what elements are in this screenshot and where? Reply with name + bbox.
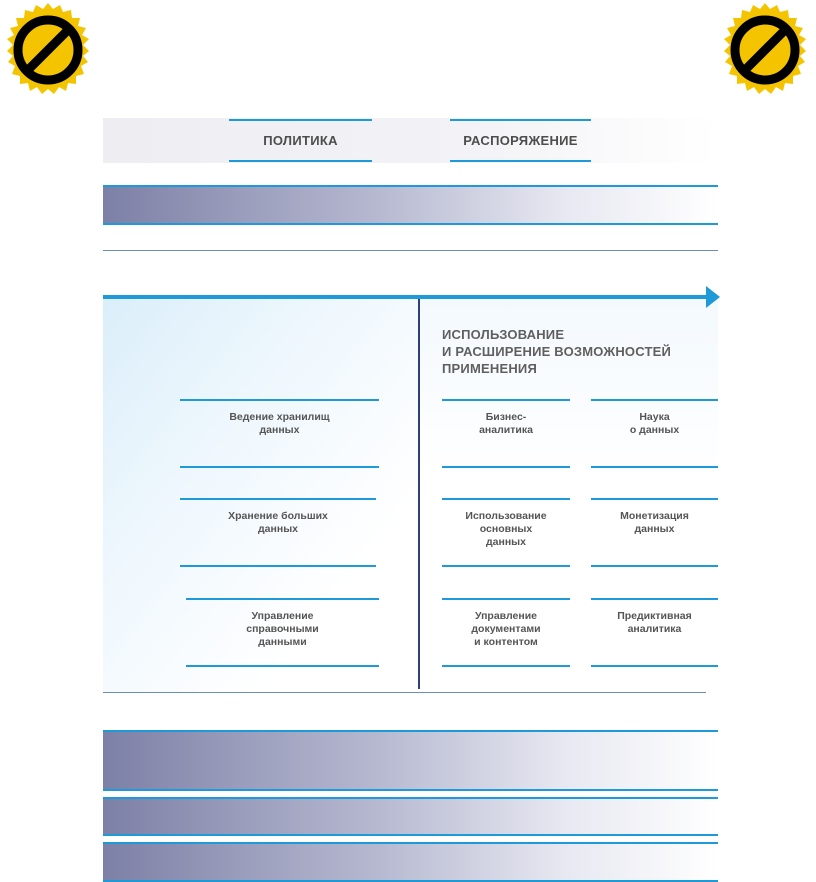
arrow-head-icon [706,286,720,308]
section-title: ИСПОЛЬЗОВАНИЕ И РАСШИРЕНИЕ ВОЗМОЖНОСТЕЙ ПРИМЕНЕНИЯ [442,327,672,376]
box-predictive-analytics: Предиктивная аналитика [591,598,718,667]
header-strip [103,118,718,163]
box-data-monetization: Монетизация данных [591,498,718,567]
gradient-band-bottom-3 [103,842,718,882]
gradient-band-top [103,185,718,225]
prohibited-sign-icon [717,2,813,98]
box-business-analytics: Бизнес- аналитика [442,399,570,468]
tab-order: РАСПОРЯЖЕНИЕ [450,119,591,162]
separator-line-bottom [103,692,706,693]
gradient-band-bottom-1 [103,730,718,791]
axis-arrow-line [103,295,708,299]
gradient-band-bottom-2 [103,797,718,836]
box-reference-data-management: Управление справочными данными [186,598,379,667]
tab-policy: ПОЛИТИКА [229,119,372,162]
prohibited-sign-icon [0,2,96,98]
separator-line [103,250,718,251]
box-big-data-storage: Хранение больших данных [180,498,376,567]
box-data-science: Наука о данных [591,399,718,468]
column-divider [418,299,420,689]
box-data-warehousing: Ведение хранилищ данных [180,399,379,468]
box-document-content-management: Управление документами и контентом [442,598,570,667]
box-master-data-usage: Использование основных данных [442,498,570,567]
